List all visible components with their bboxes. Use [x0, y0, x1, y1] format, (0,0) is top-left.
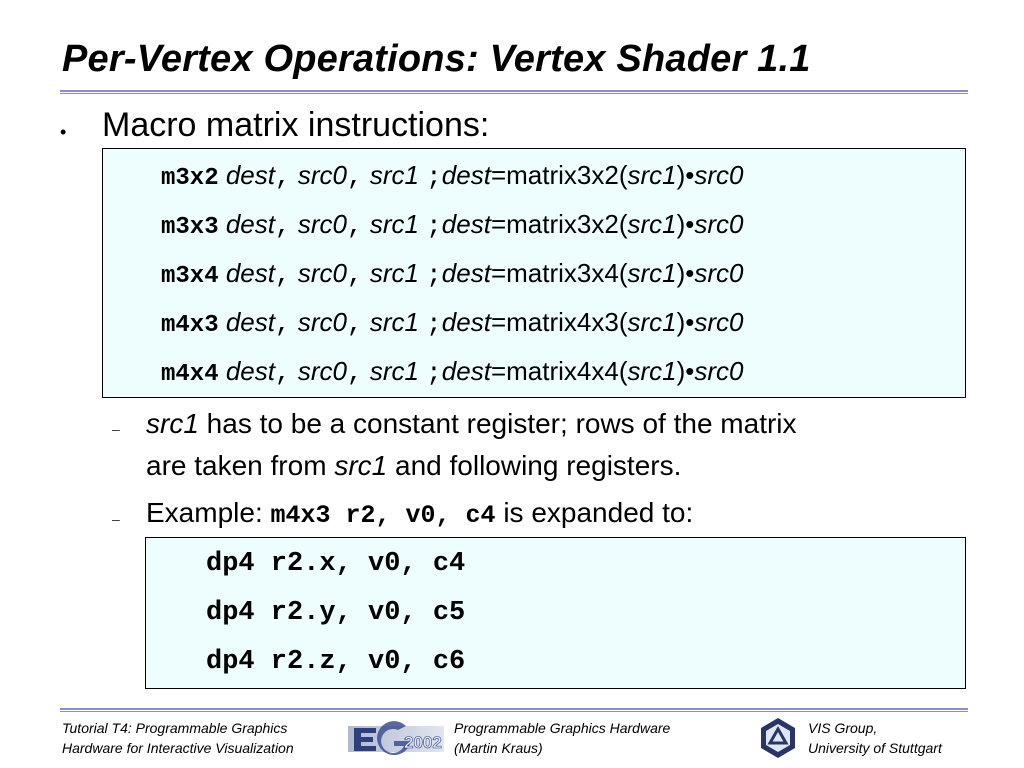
operand-src1: src1 — [369, 258, 419, 288]
opcode: m3x2 — [161, 165, 219, 192]
eg2002-logo — [348, 716, 444, 763]
func-tail: src0 — [694, 307, 744, 337]
comment-marker: ; — [426, 211, 442, 241]
expansion-box — [145, 537, 966, 689]
sub-bullet-dash: – — [112, 421, 120, 437]
comma: , — [275, 260, 291, 290]
example-code: m4x3 r2, v0, c4 — [270, 501, 496, 530]
sub-bullet-dash: – — [112, 511, 120, 527]
comment-marker: ; — [426, 358, 442, 388]
instruction-line — [161, 255, 744, 291]
sub-bullet-note-line1 — [146, 404, 797, 444]
func-tail: src0 — [694, 160, 744, 190]
comment-marker: ; — [426, 309, 442, 339]
opcode: m4x4 — [161, 361, 219, 388]
footer-tutorial — [62, 718, 294, 758]
matrix-func: matrix3x4( — [506, 258, 628, 288]
logo-year: 2002 — [404, 733, 442, 752]
func-arg: src1 — [627, 307, 677, 337]
func-tail: src0 — [694, 258, 744, 288]
footer-right-line1: VIS Group, — [808, 720, 878, 736]
comma: , — [275, 309, 291, 339]
func-arg: src1 — [627, 209, 677, 239]
instruction-line — [161, 157, 744, 193]
operand-dest: dest — [225, 258, 275, 288]
comment-dest: dest — [441, 356, 491, 386]
instruction-line — [161, 206, 744, 242]
equals: = — [490, 209, 507, 239]
vis-group-logo — [756, 716, 800, 765]
macro-instructions-box — [102, 148, 966, 398]
operand-src0: src0 — [297, 160, 347, 190]
expansion-line: dp4 r2.x, v0, c4 — [206, 549, 466, 579]
func-tail: src0 — [694, 356, 744, 386]
comment-marker: ; — [426, 260, 442, 290]
bullet-marker: • — [60, 122, 67, 142]
matrix-func: matrix4x3( — [506, 307, 628, 337]
comma: , — [346, 260, 363, 290]
comma: , — [275, 211, 291, 241]
func-arg: src1 — [627, 160, 677, 190]
func-arg: src1 — [627, 258, 677, 288]
func-arg: src1 — [627, 356, 677, 386]
operand-src0: src0 — [297, 258, 347, 288]
equals: = — [490, 356, 507, 386]
comment-dest: dest — [441, 160, 491, 190]
comma: , — [346, 309, 363, 339]
comment-dest: dest — [441, 209, 491, 239]
operand-src1: src1 — [369, 160, 419, 190]
footer-course — [454, 718, 670, 758]
func-close: )• — [676, 307, 695, 337]
operand-src0: src0 — [297, 307, 347, 337]
operand-src1: src1 — [369, 356, 419, 386]
func-close: )• — [676, 258, 695, 288]
operand-src0: src0 — [297, 209, 347, 239]
equals: = — [490, 160, 507, 190]
expansion-line: dp4 r2.z, v0, c6 — [206, 647, 466, 677]
opcode: m3x4 — [161, 263, 219, 290]
operand-src1: src1 — [369, 209, 419, 239]
note-text: has to be a constant register; rows of the matrix — [198, 408, 797, 439]
footer-divider — [60, 708, 968, 712]
func-close: )• — [676, 209, 695, 239]
comment-dest: dest — [441, 307, 491, 337]
func-close: )• — [676, 160, 695, 190]
footer-left-line2: Hardware for Interactive Visualization — [62, 740, 294, 756]
footer-right-line2: University of Stuttgart — [808, 740, 942, 756]
footer-left-line1: Tutorial T4: Programmable Graphics — [62, 720, 288, 736]
func-close: )• — [676, 356, 695, 386]
footer-institution — [808, 718, 942, 758]
example-label: Example: — [146, 497, 271, 528]
title-divider — [60, 90, 968, 94]
footer-center-line2: (Martin Kraus) — [454, 740, 543, 756]
sub-bullet-note-line2 — [146, 446, 681, 486]
comment-marker: ; — [426, 162, 442, 192]
operand-src0: src0 — [297, 356, 347, 386]
expansion-line: dp4 r2.y, v0, c5 — [206, 598, 466, 628]
comma: , — [275, 162, 291, 192]
note-text: are taken from — [146, 450, 335, 481]
example-text: is expanded to: — [495, 497, 694, 528]
comma: , — [346, 211, 363, 241]
opcode: m4x3 — [161, 312, 219, 339]
func-tail: src0 — [694, 209, 744, 239]
operand-dest: dest — [225, 209, 275, 239]
sub-bullet-example — [146, 493, 693, 536]
src1-term: src1 — [146, 408, 199, 439]
bullet-text: Macro matrix instructions: — [102, 106, 490, 144]
instruction-line — [161, 304, 744, 340]
matrix-func: matrix3x2( — [506, 160, 628, 190]
instruction-line — [161, 353, 744, 389]
operand-dest: dest — [225, 307, 275, 337]
comment-dest: dest — [441, 258, 491, 288]
comma: , — [275, 358, 291, 388]
comma: , — [346, 358, 363, 388]
matrix-func: matrix3x2( — [506, 209, 628, 239]
note-text: and following registers. — [387, 450, 682, 481]
footer-center-line1: Programmable Graphics Hardware — [454, 720, 671, 736]
operand-src1: src1 — [369, 307, 419, 337]
src1-term: src1 — [334, 450, 388, 481]
slide-title: Per-Vertex Operations: Vertex Shader 1.1 — [62, 38, 811, 80]
equals: = — [490, 307, 507, 337]
matrix-func: matrix4x4( — [506, 356, 628, 386]
opcode: m3x3 — [161, 214, 219, 241]
comma: , — [346, 162, 363, 192]
equals: = — [490, 258, 507, 288]
operand-dest: dest — [225, 160, 275, 190]
operand-dest: dest — [225, 356, 275, 386]
